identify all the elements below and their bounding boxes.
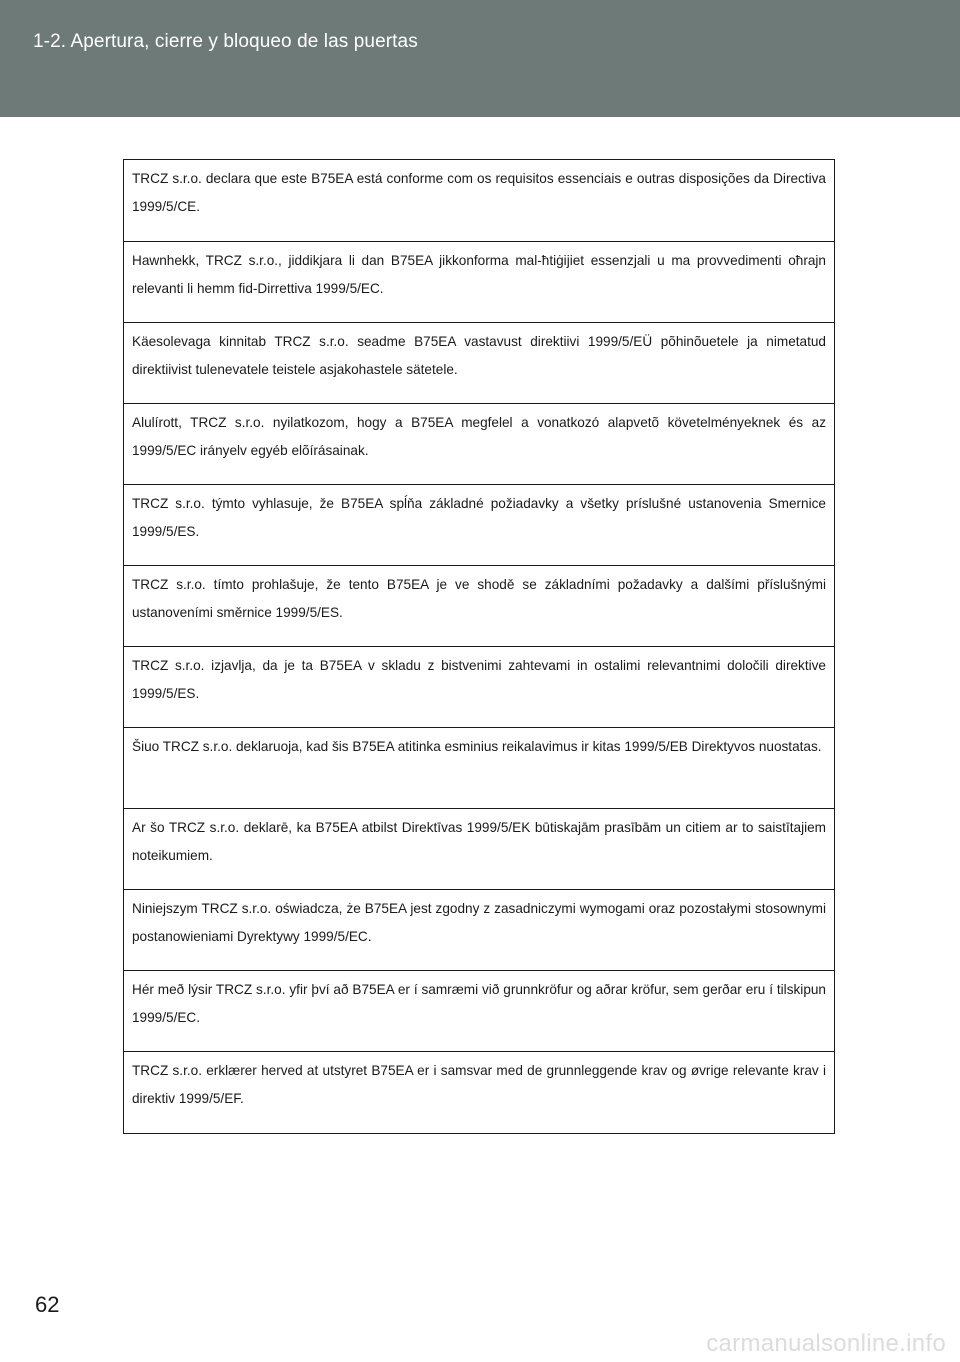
declaration-row — [124, 646, 834, 727]
declaration-row — [124, 970, 834, 1051]
declaration-text: Alulírott, TRCZ s.r.o. nyilatkozom, hogy a B75EA megfelel a vonatkozó alapvetõ követelményeknek és az 1999/5/EC irányelv egyéb elõírásainak. — [132, 415, 826, 458]
declaration-text: TRCZ s.r.o. tímto prohlašuje, že tento B75EA je ve shodě se základními požadavky a dalšími příslušnými ustanoveními směrnice 1999/5/ES. — [132, 577, 826, 620]
declaration-text: TRCZ s.r.o. erklærer herved at utstyret B75EA er i samsvar med de grunnleggende krav og øvrige relevante krav i direktiv 1999/5/EF. — [132, 1063, 826, 1106]
watermark: carmanualsonline.info — [706, 1330, 946, 1357]
section-title: 1-2. Apertura, cierre y bloqueo de las puertas — [33, 31, 418, 52]
declaration-row — [124, 565, 834, 646]
declaration-row — [124, 403, 834, 484]
declaration-text: Käesolevaga kinnitab TRCZ s.r.o. seadme B75EA vastavust direktiivi 1999/5/EÜ põhinõuetele ja nimetatud direktiivist tulenevatele teistele asjakohastele sätetele. — [132, 334, 826, 377]
declaration-text: Šiuo TRCZ s.r.o. deklaruoja, kad šis B75EA atitinka esminius reikalavimus ir kitas 1999/5/EB Direktyvos nuostatas. — [132, 739, 822, 754]
declaration-text: Hér með lýsir TRCZ s.r.o. yfir því að B75EA er í samræmi við grunnkröfur og aðrar kröfur, sem gerðar eru í tilskipun 1999/5/EC. — [132, 982, 826, 1025]
declaration-row — [124, 727, 834, 808]
declaration-text: Niniejszym TRCZ s.r.o. oświadcza, że B75EA jest zgodny z zasadniczymi wymogami oraz pozostałymi stosownymi postanowieniami Dyrektywy 1999/5/EC. — [132, 901, 826, 944]
declarations-table — [123, 159, 835, 1134]
page-number: 62 — [35, 1292, 60, 1317]
declaration-row — [124, 241, 834, 322]
declaration-row — [124, 160, 834, 241]
declaration-text: TRCZ s.r.o. týmto vyhlasuje, že B75EA spĺňa základné požiadavky a všetky príslušné ustanovenia Smernice 1999/5/ES. — [132, 496, 826, 539]
declaration-row — [124, 1051, 834, 1133]
declaration-row — [124, 808, 834, 889]
declaration-text: TRCZ s.r.o. izjavlja, da je ta B75EA v skladu z bistvenimi zahtevami in ostalimi relevantnimi določili direktive 1999/5/ES. — [132, 658, 826, 701]
declaration-row — [124, 889, 834, 970]
declaration-row — [124, 322, 834, 403]
declaration-text: Ar šo TRCZ s.r.o. deklarē, ka B75EA atbilst Direktīvas 1999/5/EK būtiskajām prasībām un citiem ar to saistītajiem noteikumiem. — [132, 820, 826, 863]
section-header — [0, 0, 960, 117]
declaration-text: TRCZ s.r.o. declara que este B75EA está conforme com os requisitos essenciais e outras disposições da Directiva 1999/5/CE. — [132, 171, 826, 214]
declaration-row — [124, 484, 834, 565]
declaration-text: Hawnhekk, TRCZ s.r.o., jiddikjara li dan B75EA jikkonforma mal-ħtiġijiet essenzjali u ma provvedimenti oħrajn relevanti li hemm fid-Dirrettiva 1999/5/EC. — [132, 253, 826, 296]
